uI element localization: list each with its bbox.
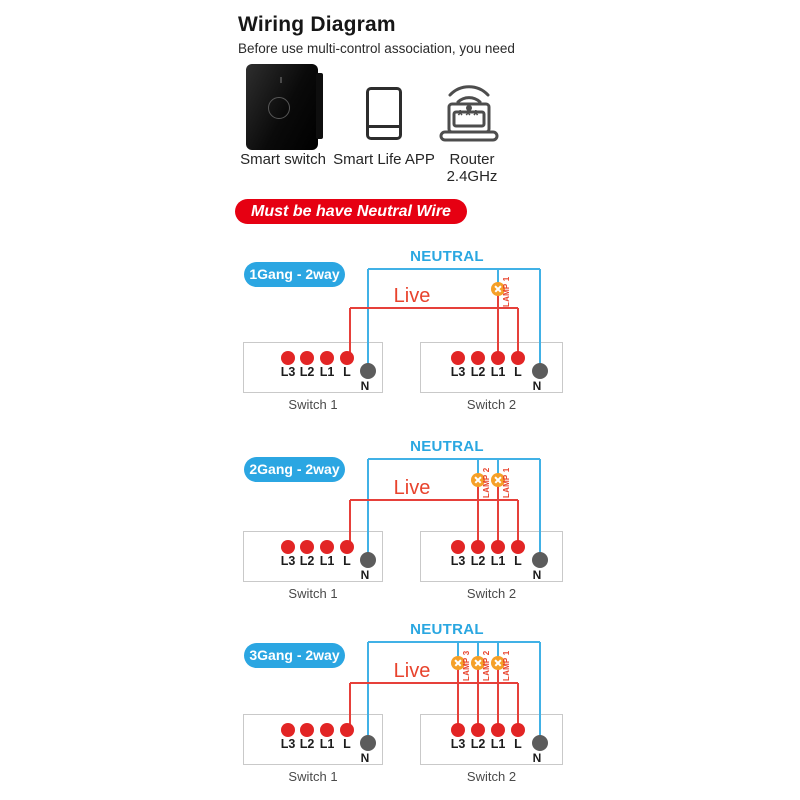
terminal-label: L2 [470,554,486,568]
neutral-terminal-dot [360,735,376,751]
neutral-bus-wire [368,641,540,643]
page-title: Wiring Diagram [238,13,396,36]
switch-name: Switch 2 [466,586,517,601]
terminal-dot [320,351,334,365]
terminal-dot [471,723,485,737]
lamp-label: LAMP 3 [462,650,471,681]
neutral-terminal-label: N [360,379,370,393]
live-bus-wire [350,307,518,309]
neutral-terminal-dot [532,735,548,751]
switch-touch-ring [268,97,290,119]
lamp-live-drop-wire [497,663,499,730]
terminal-dot [451,540,465,554]
lamp-live-drop-wire [497,480,499,547]
lamp-label: LAMP 1 [502,650,511,681]
terminal-dot [471,540,485,554]
neutral-wire-label: NEUTRAL [410,438,484,455]
terminal-label: L2 [299,365,315,379]
router-password-stars: *** [457,107,481,124]
terminal-label: L2 [299,737,315,751]
neutral-terminal-dot [532,363,548,379]
terminal-dot [340,351,354,365]
terminal-label: L3 [450,554,466,568]
terminal-label: L1 [490,365,506,379]
neutral-wire-banner [235,199,467,224]
neutral-wire-label: NEUTRAL [410,621,484,638]
terminal-label: L [514,365,522,379]
terminal-dot [340,540,354,554]
neutral-terminal-dot [360,552,376,568]
terminal-label: L3 [280,737,296,751]
terminal-label: L2 [470,737,486,751]
switch-name: Switch 2 [466,397,517,412]
terminal-label: L [343,554,351,568]
wifi-inner-arc [458,98,480,102]
switch-name: Switch 2 [466,769,517,784]
smart-switch-label: Smart switch [240,151,326,168]
page-subtitle: Before use multi-control association, you need [238,41,515,56]
switch-side-edge [316,73,323,139]
terminal-label: L [343,737,351,751]
terminal-dot [320,723,334,737]
gang-badge: 1Gang - 2way [244,262,345,287]
terminal-dot [300,540,314,554]
terminal-label: L1 [490,737,506,751]
lamp-live-drop-wire [477,663,479,730]
terminal-dot [491,723,505,737]
terminal-label: L1 [319,554,335,568]
lamp-live-drop-wire [477,480,479,547]
neutral-terminal-label: N [532,568,542,582]
lamp-label: LAMP 1 [502,276,511,307]
terminal-dot [320,540,334,554]
terminal-dot [451,351,465,365]
terminal-dot [300,351,314,365]
terminal-label: L1 [490,554,506,568]
switch-name: Switch 1 [288,769,338,784]
phone-screen-divider [369,125,399,128]
terminal-dot [451,723,465,737]
lamp-live-drop-wire [457,663,459,730]
gang-badge: 3Gang - 2way [244,643,345,668]
neutral-wire-label: NEUTRAL [410,248,484,265]
smart-life-app-label: Smart Life APP [333,151,435,168]
terminal-label: L [514,554,522,568]
terminal-dot [300,723,314,737]
neutral-wire-switch1 [367,459,369,560]
neutral-wire-switch2 [539,459,541,560]
switch-name: Switch 1 [288,397,338,412]
neutral-wire-switch1 [367,642,369,743]
terminal-label: L1 [319,365,335,379]
terminal-label: L3 [280,365,296,379]
smart-life-app-icon [366,87,402,140]
neutral-terminal-dot [360,363,376,379]
gang-badge: 2Gang - 2way [244,457,345,482]
terminal-label: L1 [319,737,335,751]
neutral-terminal-label: N [360,751,370,765]
terminal-label: L3 [280,554,296,568]
terminal-dot [471,351,485,365]
live-wire-label: Live [393,660,431,682]
neutral-wire-switch1 [367,269,369,371]
terminal-dot [340,723,354,737]
terminal-dot [511,540,525,554]
neutral-terminal-dot [532,552,548,568]
neutral-wire-switch2 [539,269,541,371]
live-wire-label: Live [393,285,431,307]
switch-name: Switch 1 [288,586,338,601]
terminal-dot [511,351,525,365]
lamp-label: LAMP 2 [482,650,491,681]
terminal-label: L2 [299,554,315,568]
neutral-terminal-label: N [532,751,542,765]
lamp-label: LAMP 2 [482,467,491,498]
terminal-dot [491,351,505,365]
lamp-live-drop-wire [497,289,499,358]
terminal-dot [281,351,295,365]
terminal-label: L [514,737,522,751]
smart-switch-icon [246,64,318,150]
terminal-label: L [343,365,351,379]
terminal-dot [491,540,505,554]
terminal-label: L2 [470,365,486,379]
router-label: Router 2.4GHz [446,151,498,185]
switch-touch-mark [280,77,282,83]
neutral-wire-switch2 [539,642,541,743]
live-bus-wire [350,682,518,684]
router-base [441,132,497,140]
lamp-label: LAMP 1 [502,467,511,498]
terminal-label: L3 [450,365,466,379]
wifi-outer-arc [450,87,488,95]
neutral-terminal-label: N [360,568,370,582]
live-wire-label: Live [393,477,431,499]
terminal-dot [511,723,525,737]
neutral-wire-banner-text: Must be have Neutral Wire [251,203,451,220]
terminal-label: L3 [450,737,466,751]
neutral-terminal-label: N [532,379,542,393]
live-bus-wire [350,499,518,501]
terminal-dot [281,723,295,737]
terminal-dot [281,540,295,554]
neutral-bus-wire [368,458,540,460]
neutral-bus-wire [368,268,540,270]
